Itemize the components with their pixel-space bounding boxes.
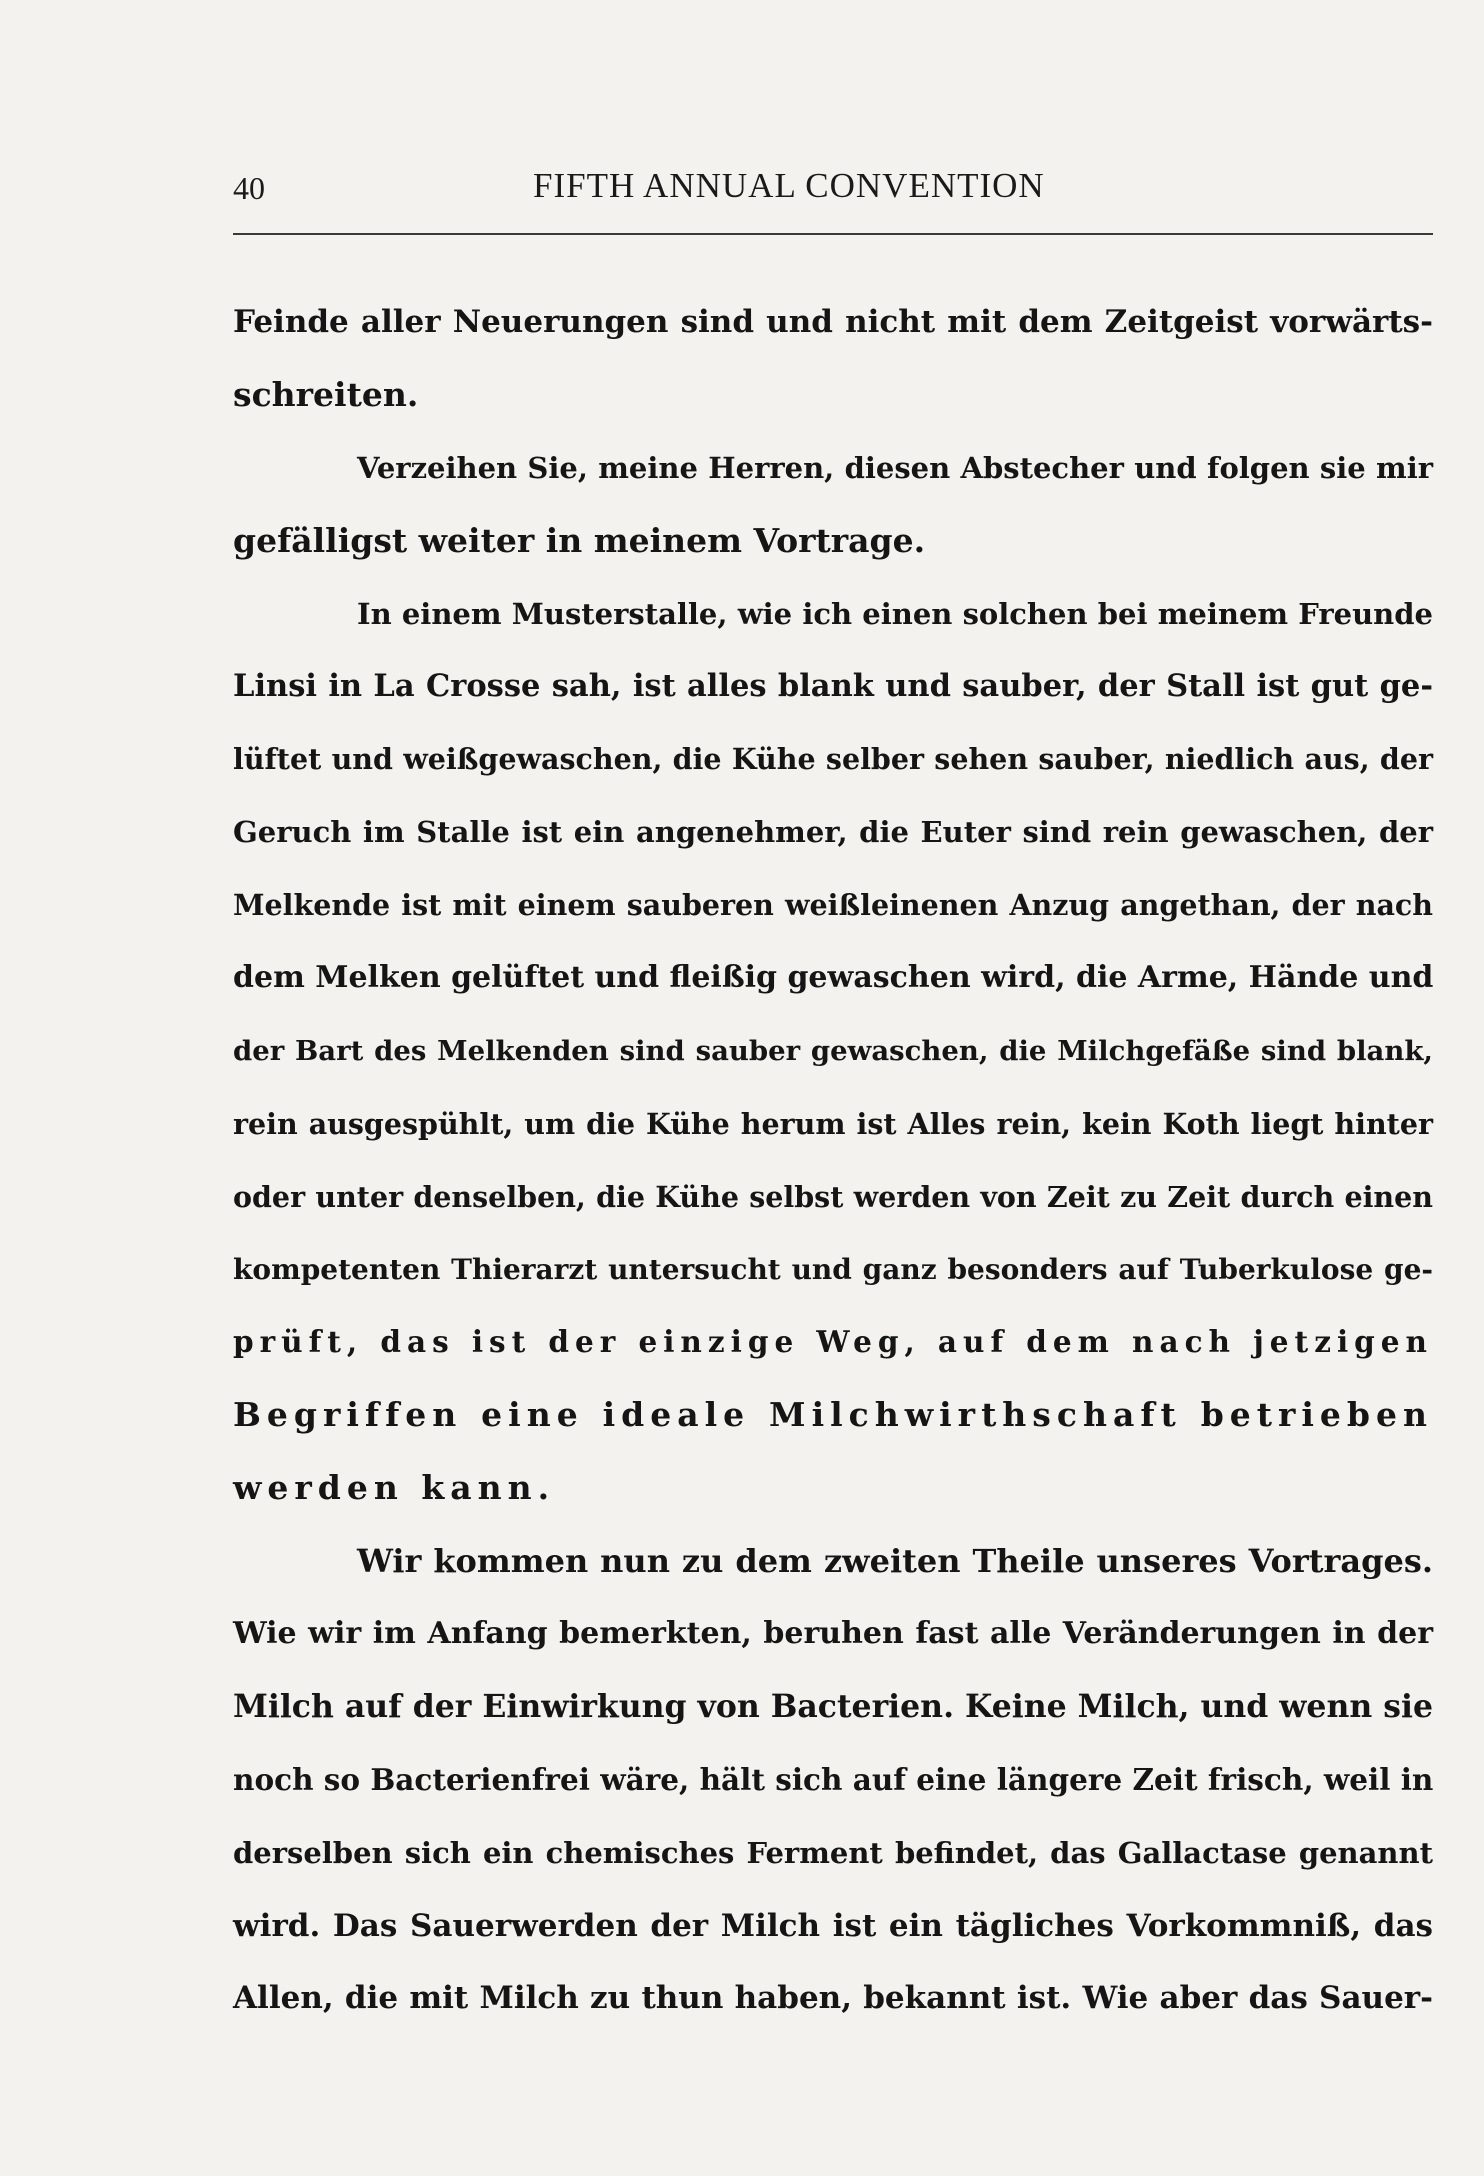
text-line: kompetenten Thierarzt untersucht und ganz besonders auf Tuberkulose ge- [233,1252,1433,1286]
text-line: Allen, die mit Milch zu thun haben, bekannt ist. Wie aber das Sauer- [233,1980,1433,2017]
text-line: Verzeihen Sie, meine Herren, diesen Abstecher und folgen sie mir [357,450,1433,485]
text-line: dem Melken gelüftet und fleißig gewaschen wird, die Arme, Hände und [233,960,1434,996]
header-rule [233,233,1433,235]
text-line: Milch auf der Einwirkung von Bacterien. Keine Milch, und wenn sie [233,1687,1433,1725]
text-line: Feinde aller Neuerungen sind und nicht mit dem Zeitgeist vorwärts- [233,304,1433,340]
text-line: wird. Das Sauerwerden der Milch ist ein tägliches Vorkommniß, das [233,1907,1433,1944]
text-line: noch so Bacterienfrei wäre, hält sich auf eine längere Zeit frisch, weil in [233,1761,1434,1797]
text-line: Wir kommen nun zu dem zweiten Theile unseres Vortrages. [357,1542,1433,1581]
text-line: rein ausgespühlt, um die Kühe herum ist Alles rein, kein Koth liegt hinter [233,1106,1433,1141]
running-head: FIFTH ANNUAL CONVENTION [533,166,1045,205]
text-line: lüftet und weißgewaschen, die Kühe selber sehen sauber, niedlich aus, der [233,742,1433,777]
text-line: der Bart des Melkenden sind sauber gewaschen, die Milchgefäße sind blank, [233,1034,1433,1067]
text-line: oder unter denselben, die Kühe selbst werden von Zeit zu Zeit durch einen [233,1179,1433,1214]
text-line: Melkende ist mit einem sauberen weißleinenen Anzug angethan, der nach [233,888,1433,923]
text-line-spaced: werden kann. [233,1468,556,1508]
text-line: derselben sich ein chemisches Ferment befindet, das Gallactase genannt [233,1835,1433,1870]
text-line: In einem Musterstalle, wie ich einen solchen bei meinem Freunde [357,596,1433,631]
text-line-spaced: Begriffen eine ideale Milchwirthschaft betrieben [233,1395,1433,1435]
text-line-spaced: prüft, das ist der einzige Weg, auf dem nach jetzigen [233,1324,1433,1360]
text-line: Linsi in La Crosse sah, ist alles blank und sauber, der Stall ist gut ge- [233,668,1433,705]
text-line: Geruch im Stalle ist ein angenehmer, die Euter sind rein gewaschen, der [233,815,1433,850]
page-number: 40 [233,170,265,206]
text-line: Wie wir im Anfang bemerkten, beruhen fast alle Veränderungen in der [233,1616,1433,1652]
text-line: schreiten. [233,374,419,414]
page-header [233,160,1433,210]
text-line: gefälligst weiter in meinem Vortrage. [233,520,926,560]
body-text [233,286,1433,2035]
